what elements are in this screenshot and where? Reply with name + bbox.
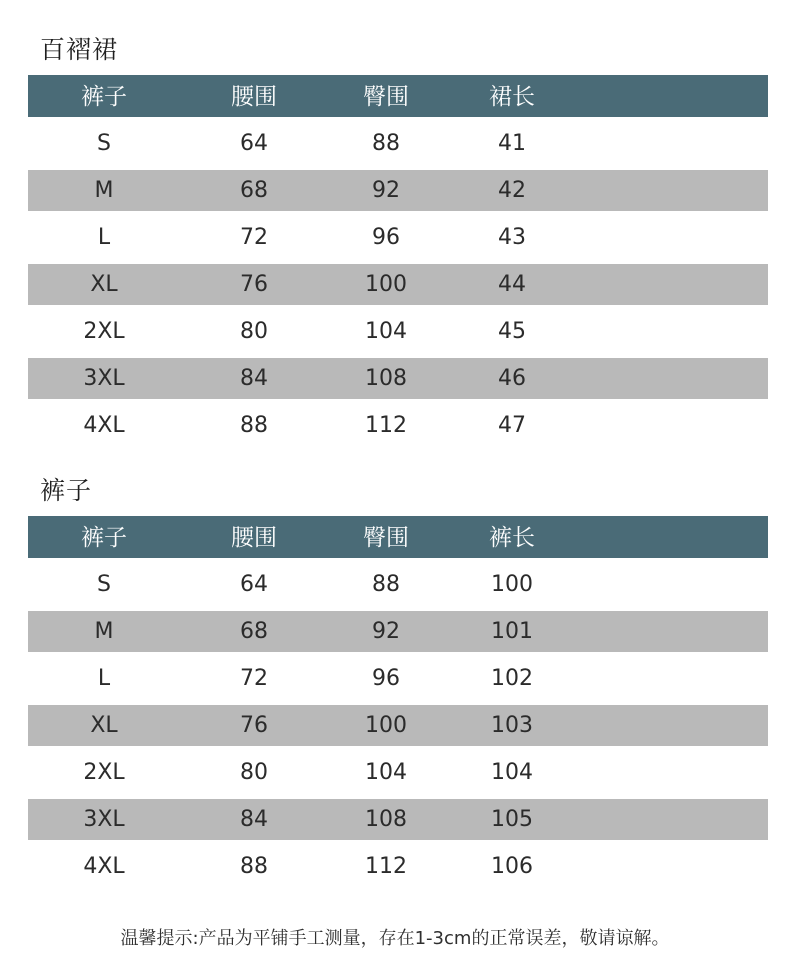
header-cell-size: 裤子 <box>81 525 127 551</box>
hip-cell: 104 <box>365 319 407 344</box>
length-cell: 104 <box>491 760 533 785</box>
table-row <box>28 211 768 264</box>
size-cell: XL <box>90 713 118 738</box>
waist-cell: 64 <box>240 131 268 156</box>
size-cell: M <box>94 178 114 203</box>
waist-cell: 72 <box>240 225 268 250</box>
hip-cell: 92 <box>372 178 400 203</box>
length-cell: 41 <box>498 131 526 156</box>
length-cell: 101 <box>491 619 533 644</box>
hip-cell: 88 <box>372 131 400 156</box>
table-row <box>28 652 768 705</box>
hip-cell: 104 <box>365 760 407 785</box>
hip-cell: 112 <box>365 413 407 438</box>
table-row <box>28 358 768 399</box>
waist-cell: 88 <box>240 413 268 438</box>
size-cell: 2XL <box>83 319 125 344</box>
measurement-note: 温馨提示:产品为平铺手工测量，存在1-3cm的正常误差，敬请谅解。 <box>120 928 670 949</box>
header-cell-waist: 腰围 <box>231 525 277 551</box>
length-cell: 42 <box>498 178 526 203</box>
size-cell: 4XL <box>83 854 125 879</box>
waist-cell: 76 <box>240 272 268 297</box>
size-cell: 2XL <box>83 760 125 785</box>
skirt-size-table <box>28 75 768 452</box>
waist-cell: 80 <box>240 319 268 344</box>
hip-cell: 108 <box>365 366 407 391</box>
length-cell: 43 <box>498 225 526 250</box>
skirt-section-title: 百褶裙 <box>40 35 119 64</box>
hip-cell: 108 <box>365 807 407 832</box>
pants-size-table <box>28 516 768 893</box>
table-row <box>28 264 768 305</box>
waist-cell: 68 <box>240 178 268 203</box>
length-cell: 103 <box>491 713 533 738</box>
table-row <box>28 611 768 652</box>
table-row <box>28 305 768 358</box>
waist-cell: 88 <box>240 854 268 879</box>
waist-cell: 72 <box>240 666 268 691</box>
header-cell-hip: 臀围 <box>363 84 409 110</box>
length-cell: 106 <box>491 854 533 879</box>
table-row <box>28 170 768 211</box>
table-header-row <box>28 516 768 558</box>
size-cell: S <box>97 131 111 156</box>
table-row <box>28 399 768 452</box>
size-cell: 4XL <box>83 413 125 438</box>
table-row <box>28 746 768 799</box>
table-row <box>28 840 768 893</box>
length-cell: 100 <box>491 572 533 597</box>
length-cell: 105 <box>491 807 533 832</box>
header-cell-length: 裙长 <box>489 84 535 110</box>
hip-cell: 100 <box>365 272 407 297</box>
pants-section-title: 裤子 <box>40 476 93 505</box>
hip-cell: 88 <box>372 572 400 597</box>
hip-cell: 96 <box>372 225 400 250</box>
hip-cell: 112 <box>365 854 407 879</box>
header-cell-size: 裤子 <box>81 84 127 110</box>
waist-cell: 84 <box>240 366 268 391</box>
size-cell: 3XL <box>83 366 125 391</box>
size-cell: M <box>94 619 114 644</box>
waist-cell: 64 <box>240 572 268 597</box>
size-cell: XL <box>90 272 118 297</box>
table-header-row <box>28 75 768 117</box>
hip-cell: 100 <box>365 713 407 738</box>
header-cell-waist: 腰围 <box>231 84 277 110</box>
waist-cell: 68 <box>240 619 268 644</box>
length-cell: 102 <box>491 666 533 691</box>
length-cell: 44 <box>498 272 526 297</box>
length-cell: 46 <box>498 366 526 391</box>
size-cell: L <box>97 225 111 250</box>
length-cell: 47 <box>498 413 526 438</box>
table-row <box>28 705 768 746</box>
table-row <box>28 558 768 611</box>
table-row <box>28 117 768 170</box>
hip-cell: 92 <box>372 619 400 644</box>
table-row <box>28 799 768 840</box>
size-cell: L <box>97 666 111 691</box>
waist-cell: 80 <box>240 760 268 785</box>
waist-cell: 84 <box>240 807 268 832</box>
hip-cell: 96 <box>372 666 400 691</box>
size-cell: 3XL <box>83 807 125 832</box>
length-cell: 45 <box>498 319 526 344</box>
header-cell-length: 裤长 <box>489 525 535 551</box>
waist-cell: 76 <box>240 713 268 738</box>
header-cell-hip: 臀围 <box>363 525 409 551</box>
size-cell: S <box>97 572 111 597</box>
